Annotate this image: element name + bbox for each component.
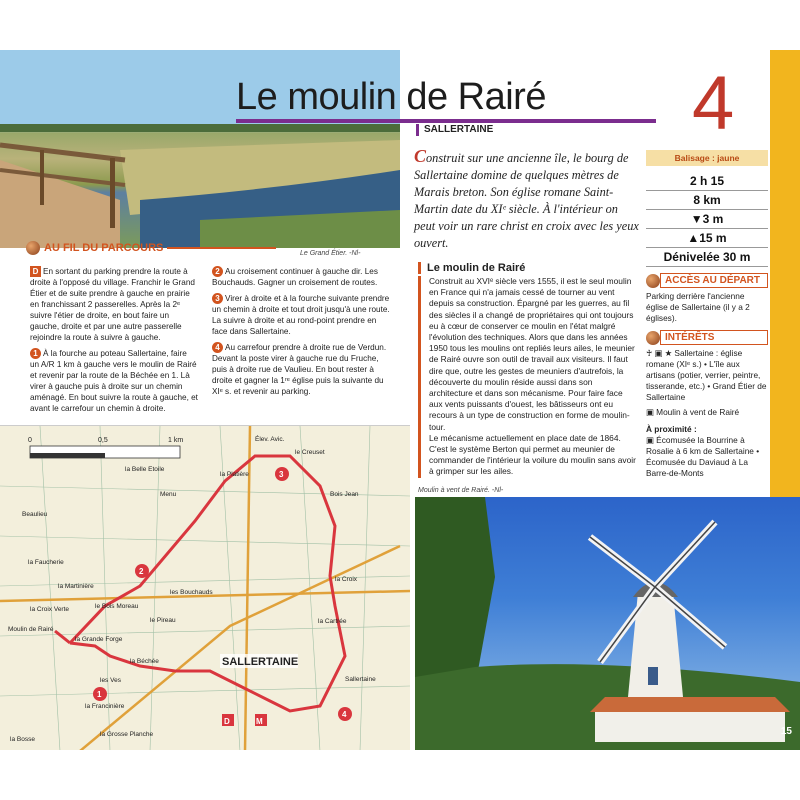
map-label: la Faucherie (28, 559, 64, 566)
stat-ascent: ▲15 m (646, 229, 768, 248)
map-label: Bois Jean (330, 491, 359, 498)
intro-text (414, 148, 642, 252)
step-text: Au croisement continuer à gauche dir. Les Bouchauds. Gagner un croisement de routes. (212, 267, 378, 287)
photo-caption: Le Grand Étier. -Nl- (300, 250, 361, 257)
step-3 (212, 293, 394, 337)
map-marker: 1 (97, 690, 102, 699)
info-column (646, 150, 768, 479)
moulin-paragraph-1: Construit au XVIᵉ siècle vers 1555, il est le seul moulin en France qui n'a jamais cessé de tourner au vent depuis sa construction. Épargné par les guerres, au fil des siècles il a changé de propriétaires qui ont toujours eu à cœur de conserver ce moulin en l'état malgré l'évolution des techniques. Alors que dans les années 1950 tous les moulins ont repliés leurs ailes, le meunier de Rairé ouvre son outil de travail aux visiteurs. Il faut dire que, outre les gestes de meuniers d'autrefois, la découverte du moulin réside aussi dans son architecture et dans son mécanisme. Pour faire face aux vents puissants d'ouest, les bâtisseurs ont eu recours à un type de construction en forme de moulin-tour. (429, 276, 635, 432)
map-label: le Bois Moreau (95, 603, 139, 610)
map-label: les Ves (100, 677, 121, 684)
acces-heading-label: ACCÈS AU DÉPART (660, 273, 768, 288)
balisage: Balisage : jaune (646, 150, 768, 166)
windmill-photo (415, 497, 800, 750)
map-label: les Bouchauds (170, 589, 213, 596)
subtitle-marker (416, 124, 419, 136)
route-map (0, 425, 410, 750)
step-text: Au carrefour prendre à droite rue de Verdun. Devant la poste virer à gauche rue du Fruche, puis à droite rue de Vaulieu. En bout rester à droite et gagner la 1ʳᵉ église puis la suivante du XIᵉ s. et revenir au parking. (212, 343, 387, 396)
interets-text (646, 348, 768, 403)
proximite-heading: À proximité : (646, 424, 697, 434)
step-text: À la fourche au poteau Sallertaine, faire un A/R 1 km à gauche vers le moulin de Rairé et revenir par la route de la Béchée en 1. Là virer à gauche puis à droite sur un chemin aménagé. En bout suivre la route à gauche, et avant le carrefour un chemin à droite. (30, 349, 198, 413)
steps-column-2 (212, 266, 394, 402)
map-marker: 4 (342, 710, 347, 719)
acces-text: Parking derrière l'ancienne église de Sallertaine (il y a 2 églises). (646, 291, 750, 323)
map-label: la Platière (220, 471, 249, 478)
step-badge: D (30, 266, 41, 277)
proximite-body: Écomusée la Bourrine à Rosalie à 6 km de Sallertaine • Écomusée du Daviaud à La Barre-de-Monts (646, 435, 760, 478)
map-label: Élev. Avic. (255, 436, 285, 443)
step-badge: 1 (30, 348, 41, 359)
map-label: Menu (160, 491, 177, 498)
stat-duration: 2 h 15 (646, 172, 768, 191)
walk-number: 4 (692, 61, 735, 146)
scale-label-0: 0 (28, 437, 32, 444)
intro-body: onstruit sur une ancienne île, le bourg de Sallertaine domine de quelques mètres de Marais breton. Son église romane Saint-Martin date du XIᵉ siècle. À l'intérieur on peut voir un rare christ en croix avec les yeux ouvert. (414, 151, 639, 250)
bullet-dot-icon (646, 331, 660, 345)
proximite-text (646, 435, 768, 479)
acces-heading (646, 273, 768, 288)
map-label: la Francinière (85, 703, 125, 710)
heading-rule (167, 247, 276, 249)
stat-distance: 8 km (646, 191, 768, 210)
map-label: Moulin de Rairé (8, 626, 54, 633)
interets-heading (646, 330, 768, 345)
map-label: la Martinière (58, 583, 94, 590)
windmill-icon: ▣ (646, 407, 657, 417)
step-text: En sortant du parking prendre la route à droite à l'opposé du village. Franchir le Grand Étier et de suite prendre à gauche en prairie en franchissant 2 passerelles. Après la 2ᵉ suivre l'étier de droite, en bout faire un gauche, droite et par une autre passerelle rejoindre la route à suivre à gauche. (30, 267, 195, 342)
step-4 (212, 342, 394, 397)
page-number: 15 (780, 726, 792, 737)
map-label: Sallertaine (345, 676, 376, 683)
parcours-heading-label: AU FIL DU PARCOURS (44, 242, 164, 254)
moulin-item (646, 407, 768, 418)
map-label: la Croix Verte (30, 606, 70, 613)
map-label: la Croix (335, 576, 358, 583)
moulin-heading: Le moulin de Rairé (418, 262, 638, 274)
page-title: Le moulin de Rairé (236, 76, 546, 118)
map-label: la Belle Etoile (125, 466, 165, 473)
map-label: la Grande Forge (75, 636, 123, 643)
step-text: Virer à droite et à la fourche suivante prendre un chemin à droite et tout droit jusqu'à une route. La suivre à droite et au rond-point prendre en face dans Sallertaine. (212, 294, 390, 336)
step-2 (212, 266, 394, 288)
bullet-dot-icon (646, 274, 660, 288)
museum-icon: ▣ (646, 435, 657, 445)
steps-column-1 (30, 266, 198, 419)
map-label: la Bosse (10, 736, 35, 743)
map-label: le Pireau (150, 617, 176, 624)
bullet-dot-icon (26, 241, 40, 255)
scale-label-2: 1 km (168, 437, 184, 444)
moulin-item-label: Moulin à vent de Rairé (656, 407, 740, 417)
scale-label-1: 0,5 (98, 437, 108, 444)
parcours-heading (26, 241, 276, 255)
map-label: la Cartrée (318, 618, 347, 625)
interets-body: Sallertaine : église romane (XIᵉ s.) • L'île aux artisans (potier, verrier, peintre, tisserande, etc.) • Grand Étier de Sallertaine (646, 348, 767, 402)
step-badge: 2 (212, 266, 223, 277)
step-badge: 3 (212, 293, 223, 304)
map-marker: D (224, 717, 230, 726)
map-marker: 3 (279, 470, 284, 479)
page-subtitle: SALLERTAINE (424, 124, 494, 135)
church-icon: ♰ ▣ ★ (646, 348, 675, 358)
map-label: la Grosse Planche (100, 731, 154, 738)
step-1 (30, 348, 198, 414)
step-D (30, 266, 198, 343)
title-rule (236, 119, 656, 123)
map-label: Beaulieu (22, 511, 48, 518)
intro-dropcap: C (414, 146, 427, 166)
stat-denivele: Dénivelée 30 m (646, 248, 768, 267)
map-label: la Béchée (130, 658, 159, 665)
moulin-paragraph-2: Le mécanisme actuellement en place date de 1864. C'est le système Berton qui permet au meunier de commander de l'intérieur la voilure du moulin sans avoir à grimper sur les ailes. (429, 432, 636, 477)
map-label: le Creuset (295, 449, 325, 456)
step-badge: 4 (212, 342, 223, 353)
map-marker: M (256, 717, 263, 726)
moulin-box (418, 262, 638, 478)
map-marker: 2 (139, 567, 144, 576)
photo-caption: Moulin à vent de Rairé. -Nl- (418, 487, 504, 494)
map-town-label: SALLERTAINE (222, 656, 299, 668)
moulin-text (418, 276, 638, 478)
stat-descent: ▼3 m (646, 210, 768, 229)
interets-heading-label: INTÉRÊTS (660, 330, 768, 345)
